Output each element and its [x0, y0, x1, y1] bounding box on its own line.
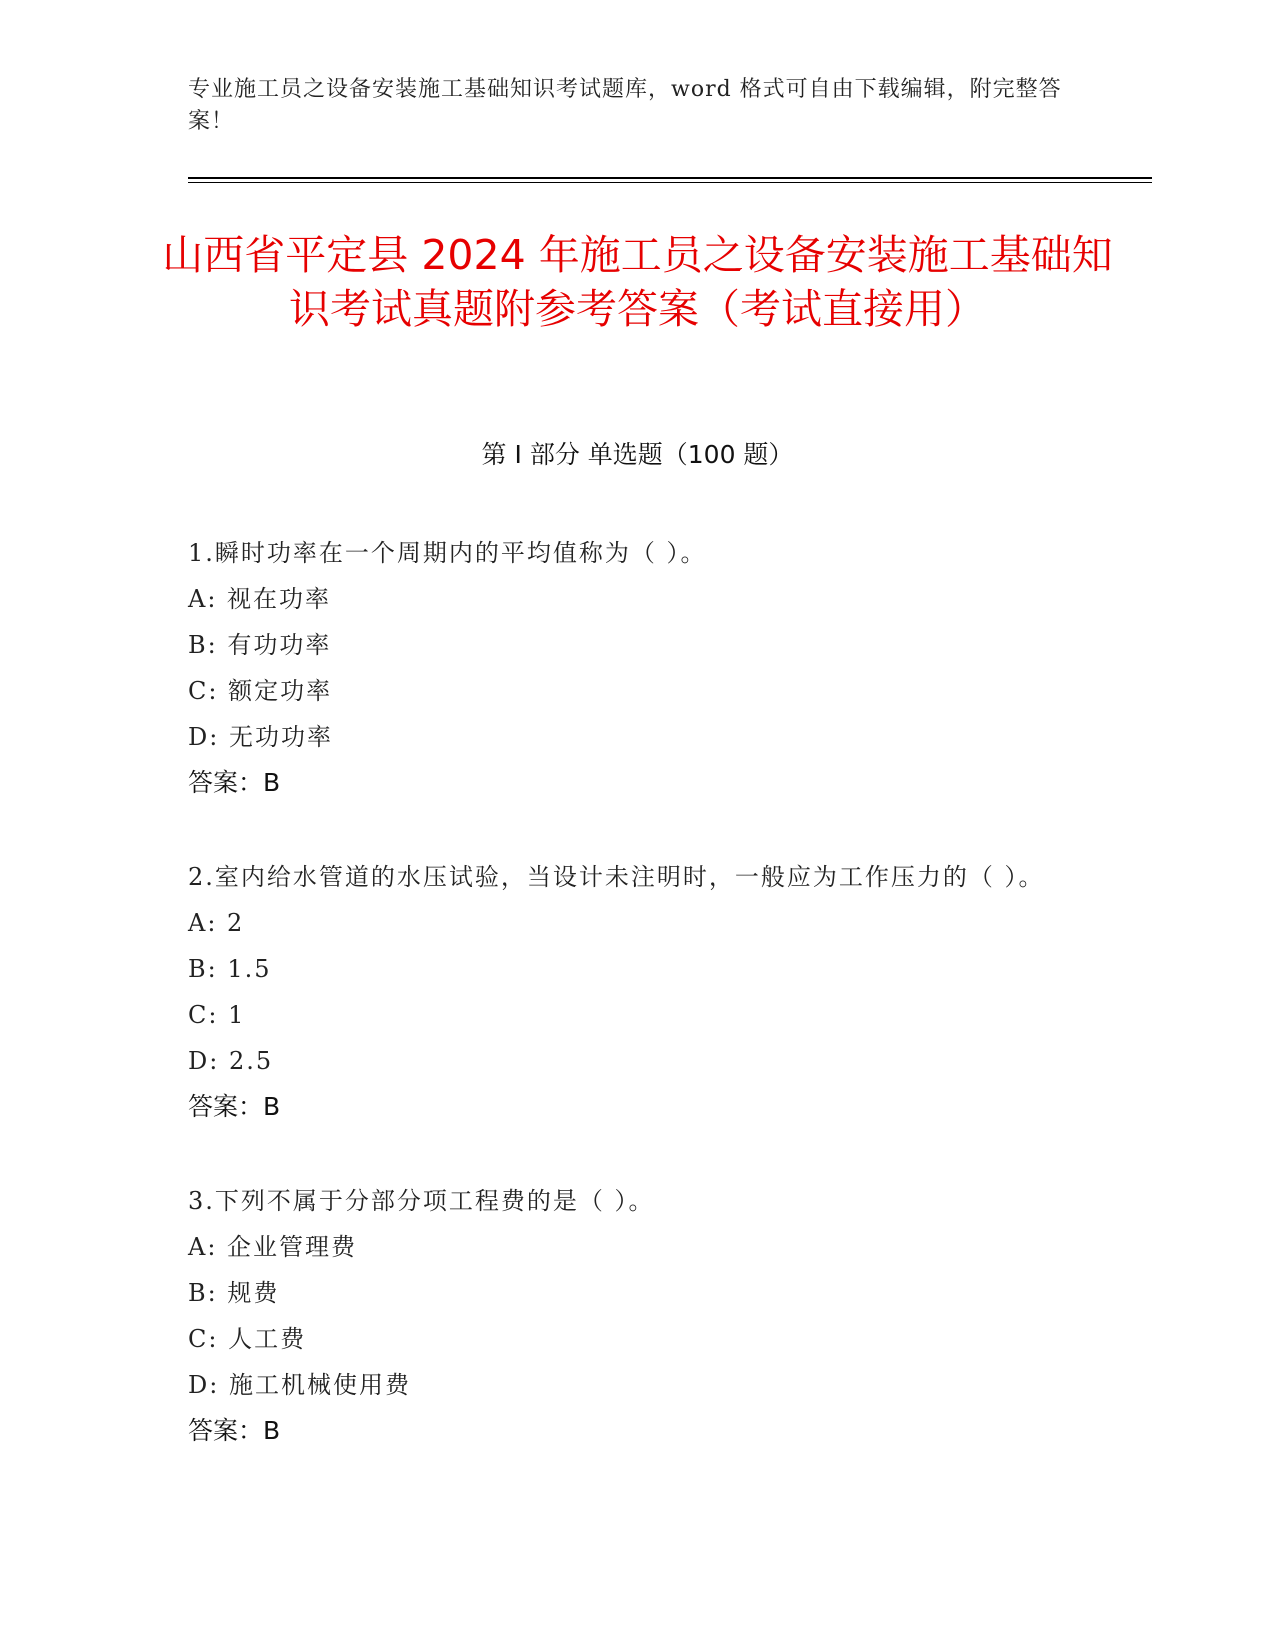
option-c: C: 额定功率: [188, 677, 333, 705]
question-1: [188, 530, 1088, 806]
option-a: A: 视在功率: [188, 585, 332, 613]
question-3: [188, 1178, 1088, 1454]
question-stem: 1.瞬时功率在一个周期内的平均值称为（ ）。: [188, 539, 707, 567]
option-a: A: 企业管理费: [188, 1233, 358, 1261]
question-stem: 2.室内给水管道的水压试验，当设计未注明时，一般应为工作压力的（ ）。: [188, 863, 1045, 891]
answer-line: 答案：B: [188, 1092, 281, 1121]
option-b: B: 有功功率: [188, 631, 332, 659]
question-list: [188, 530, 1088, 1502]
option-c: C: 1: [188, 1001, 246, 1029]
option-b: B: 1.5: [188, 955, 272, 983]
header-note: 专业施工员之设备安装施工基础知识考试题库，word 格式可自由下载编辑，附完整答案！: [188, 77, 1062, 134]
option-d: D: 施工机械使用费: [188, 1371, 411, 1399]
header-divider-thick: [188, 177, 1152, 179]
option-a: A: 2: [188, 909, 245, 937]
header-divider-thin: [188, 182, 1152, 183]
answer-line: 答案：B: [188, 1416, 281, 1445]
option-b: B: 规费: [188, 1279, 280, 1307]
question-2: [188, 854, 1088, 1130]
option-c: C: 人工费: [188, 1325, 307, 1353]
option-d: D: 2.5: [188, 1047, 274, 1075]
section-title: 第 I 部分 单选题（100 题）: [481, 440, 794, 469]
question-stem: 3.下列不属于分部分项工程费的是（ ）。: [188, 1187, 655, 1215]
document-title: 山西省平定县 2024 年施工员之设备安装施工基础知识考试真题附参考答案（考试直接用）: [162, 231, 1113, 333]
option-d: D: 无功功率: [188, 723, 333, 751]
answer-line: 答案：B: [188, 768, 281, 797]
